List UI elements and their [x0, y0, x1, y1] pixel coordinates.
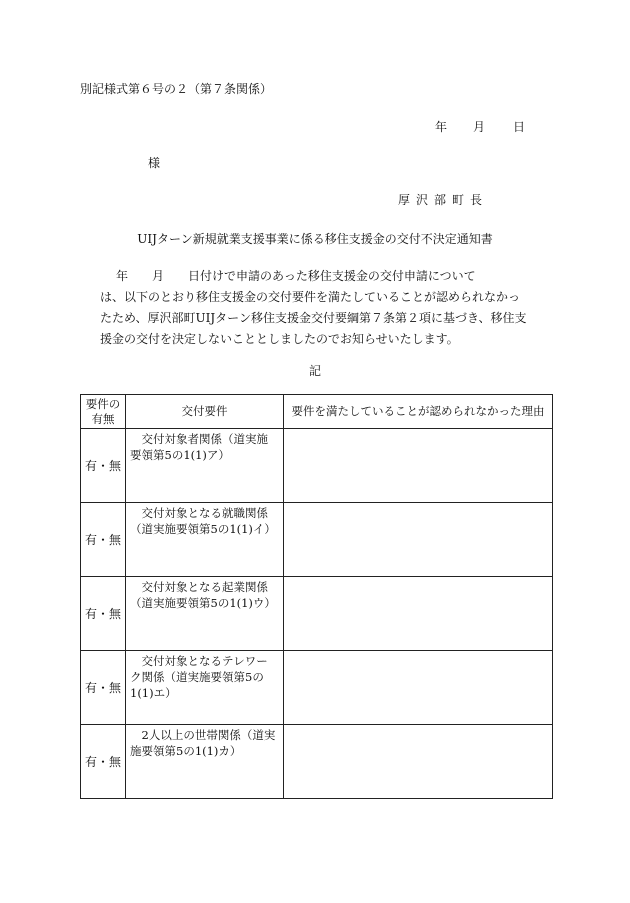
table-header-row [81, 395, 553, 429]
body-paragraph [80, 266, 527, 350]
reason-cell[interactable] [284, 725, 553, 799]
body-line: は、以下のとおり移住支援金の交付要件を満たしていることが認められなかっ [100, 290, 521, 304]
recipient-suffix: 様 [148, 156, 161, 170]
status-cell[interactable]: 有・無 [81, 577, 126, 651]
status-cell[interactable]: 有・無 [81, 651, 126, 725]
requirement-cell: 交付対象者関係（道実施要領第5の1(1)ア） [126, 429, 284, 503]
requirement-cell: 交付対象となる就職関係（道実施要領第5の1(1)イ） [126, 503, 284, 577]
table-row [81, 725, 553, 799]
date-day-label: 日 [513, 120, 526, 134]
table-row [81, 577, 553, 651]
body-line: 援金の交付を決定しないこととしましたのでお知らせいたします。 [100, 332, 459, 346]
header-requirement: 交付要件 [126, 395, 284, 429]
document-title: UIJターン新規就業支援事業に係る移住支援金の交付不決定通知書 [137, 232, 493, 246]
status-cell[interactable]: 有・無 [81, 725, 126, 799]
date-year-label: 年 [435, 120, 448, 134]
reason-cell[interactable] [284, 577, 553, 651]
header-reason: 要件を満たしていることが認められなかった理由 [284, 395, 553, 429]
status-cell[interactable]: 有・無 [81, 503, 126, 577]
date-month-label: 月 [473, 120, 486, 134]
reason-cell[interactable] [284, 651, 553, 725]
table-row [81, 651, 553, 725]
sender-name: 厚沢部町長 [398, 193, 489, 207]
header-status: 要件の有無 [81, 395, 126, 429]
reason-cell[interactable] [284, 503, 553, 577]
requirement-cell: 交付対象となるテレワーク関係（道実施要領第5の1(1)エ） [126, 651, 284, 725]
body-line: たため、厚沢部町UIJターン移住支援金交付要綱第７条第２項に基づき、移住支 [100, 311, 527, 325]
reason-cell[interactable] [284, 429, 553, 503]
ki-heading: 記 [308, 364, 321, 378]
status-cell[interactable]: 有・無 [81, 429, 126, 503]
requirement-cell: 2人以上の世帯関係（道実施要領第5の1(1)カ） [126, 725, 284, 799]
date-line [435, 118, 525, 135]
table-row [81, 503, 553, 577]
requirement-cell: 交付対象となる起業関係（道実施要領第5の1(1)ウ） [126, 577, 284, 651]
requirements-table [80, 394, 553, 799]
body-line: 年 月 日付けで申請のあった移住支援金の交付申請について [80, 269, 476, 283]
form-number: 別記様式第６号の２（第７条関係） [80, 82, 273, 96]
table-row [81, 429, 553, 503]
